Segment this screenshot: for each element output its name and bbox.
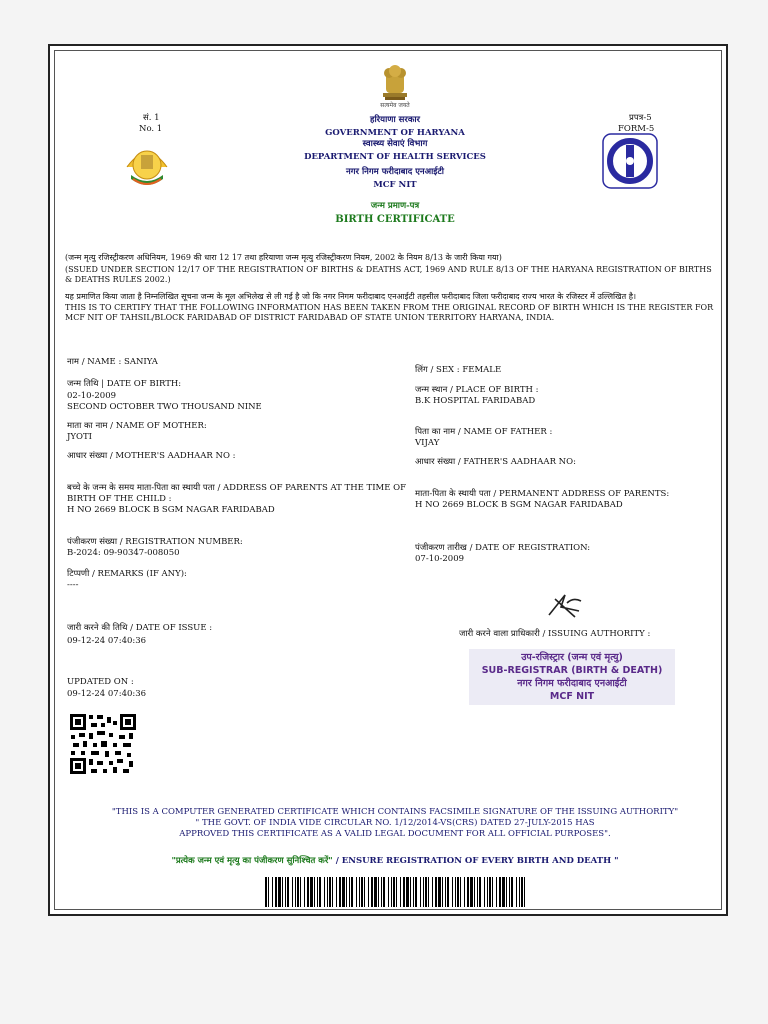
issuing-authority-label: जारी करने वाला प्राधिकारी / ISSUING AUTHORITY : — [459, 629, 651, 639]
slogan-english: / ENSURE REGISTRATION OF EVERY BIRTH AND DEATH " — [332, 856, 619, 866]
barcode-icon — [265, 877, 529, 907]
circular-note: " THE GOVT. OF INDIA VIDE CIRCULAR NO. 1/12/2014-VS(CRS) DATED 27-JULY-2015 HAS — [195, 818, 595, 828]
signature-icon — [545, 589, 585, 619]
remarks-value: ---- — [67, 580, 79, 590]
form-number-hindi: प्रपत्र-5 — [629, 113, 652, 123]
place-of-birth-value: B.K HOSPITAL FARIDABAD — [415, 396, 536, 406]
certificate-inner-border — [54, 50, 722, 910]
computer-generated-note: "THIS IS A COMPUTER GENERATED CERTIFICATE WHICH CONTAINS FACSIMILE SIGNATURE OF THE ISSUING AUTHORITY" — [111, 807, 679, 817]
stamp-line-2: SUB-REGISTRAR (BIRTH & DEATH) — [481, 665, 663, 676]
approval-note: APPROVED THIS CERTIFICATE AS A VALID LEGAL DOCUMENT FOR ALL OFFICIAL PURPOSES". — [179, 829, 611, 839]
emblem-caption: सत्यमेव जयते — [380, 102, 410, 109]
date-of-issue-label: जारी करने की तिथि / DATE OF ISSUE : — [67, 623, 213, 633]
mother-aadhaar: आधार संख्या / MOTHER'S AADHAAR NO : — [67, 451, 236, 461]
mother-name-value: JYOTI — [67, 432, 93, 442]
updated-on-value: 09-12-24 07:40:36 — [67, 689, 147, 699]
father-name-value: VIJAY — [415, 438, 440, 448]
stamp-line-1: उप-रजिस्ट्रार (जन्म एवं मृत्यु) — [521, 652, 623, 663]
permanent-address-label: माता-पिता के स्थायी पता / PERMANENT ADDRESS OF PARENTS: — [415, 489, 670, 499]
dob-label: जन्म तिथि | DATE OF BIRTH: — [67, 379, 182, 389]
stamp-line-3: नगर निगम फरीदाबाद एनआईटी — [517, 678, 627, 689]
remarks-label: टिप्पणी / REMARKS (IF ANY): — [67, 569, 187, 579]
certificate-title-hindi: जन्म प्रमाण-पत्र — [370, 201, 420, 211]
dob-words: SECOND OCTOBER TWO THOUSAND NINE — [67, 402, 262, 412]
corporation-name: MCF NIT — [373, 180, 417, 190]
corporation-name-hindi: नगर निगम फरीदाबाद एनआईटी — [346, 167, 444, 177]
updated-on-label: UPDATED ON : — [67, 677, 134, 687]
father-aadhaar: आधार संख्या / FATHER'S AADHAAR NO: — [415, 457, 576, 467]
govt-name: GOVERNMENT OF HARYANA — [325, 128, 465, 138]
sub-registrar-stamp — [469, 649, 675, 705]
issued-under-hindi: (जन्म मृत्यु रजिस्ट्रीकरण अधिनियम, 1969 की धारा 12 17 तथा हरियाणा जन्म मृत्यु रजिस्ट्रीकरण नियम, 2002 के नियम 8/13 के जारी किया गया) — [65, 253, 502, 262]
certificate-page — [48, 44, 728, 916]
govt-name-hindi: हरियाणा सरकार — [369, 115, 421, 125]
registration-number-label: पंजीकरण संख्या / REGISTRATION NUMBER: — [67, 537, 243, 547]
dept-name: DEPARTMENT OF HEALTH SERVICES — [304, 152, 486, 162]
place-of-birth-label: जन्म स्थान / PLACE OF BIRTH : — [415, 385, 539, 395]
issued-under-text: (SSUED UNDER SECTION 12/17 OF THE REGISTRATION OF BIRTHS & DEATHS ACT, 1969 AND RULE 8/13 OF THE HARYANA REGISTRATION OF BIRTHS & DEATHS RULES 2002.) — [65, 265, 712, 284]
address-at-birth-value: H NO 2669 BLOCK B SGM NAGAR FARIDABAD — [67, 505, 275, 515]
form-number: FORM-5 — [618, 124, 655, 134]
registration-number-value: B-2024: 09-90347-008050 — [67, 548, 180, 558]
address-at-birth-label: बच्चे के जन्म के समय माता-पिता का स्थायी पता / ADDRESS OF PARENTS AT THE TIME OF BIRTH OF THE CHILD : — [67, 483, 407, 504]
slogan-hindi: "प्रत्येक जन्म एवं मृत्यु का पंजीकरण सुनिश्चित करें" — [171, 856, 333, 866]
stamp-line-4: MCF NIT — [549, 691, 595, 702]
serial-number: No. 1 — [139, 124, 163, 134]
child-name: नाम / NAME : SANIYA — [67, 357, 158, 367]
date-of-issue-value: 09-12-24 07:40:36 — [67, 636, 147, 646]
mother-name-label: माता का नाम / NAME OF MOTHER: — [67, 421, 207, 431]
certify-text-hindi: यह प्रमाणित किया जाता है निम्नलिखित सूचना जन्म के मूल अभिलेख से ली गई है जो कि नगर निगम फरीदाबाद एनआईटी तहसील फरीदाबाद जिला फरीदाबाद राज्य भारत के रजिस्टर में उल्लिखित है। — [65, 292, 636, 301]
father-name-label: पिता का नाम / NAME OF FATHER : — [415, 427, 553, 437]
registration-slogan — [95, 855, 695, 866]
registration-date-label: पंजीकरण तारीख / DATE OF REGISTRATION: — [415, 543, 591, 553]
registration-date-value: 07-10-2009 — [415, 554, 465, 564]
permanent-address-value: H NO 2669 BLOCK B SGM NAGAR FARIDABAD — [415, 500, 623, 510]
mcf-logo-icon — [602, 133, 658, 189]
haryana-logo-icon — [121, 141, 173, 191]
dob-value: 02-10-2009 — [67, 391, 117, 401]
qr-code-icon — [69, 713, 137, 775]
serial-number-hindi: सं. 1 — [143, 113, 160, 123]
certificate-title: BIRTH CERTIFICATE — [335, 214, 455, 225]
dept-name-hindi: स्वास्थ्य सेवाएं विभाग — [362, 139, 428, 149]
sex: लिंग / SEX : FEMALE — [415, 365, 502, 375]
certify-text: THIS IS TO CERTIFY THAT THE FOLLOWING INFORMATION HAS BEEN TAKEN FROM THE ORIGINAL RECORD OF BIRTH WHICH IS THE REGISTER FOR MCF NIT OF TAHSIL/BLOCK FARIDABAD OF DISTRICT FARIDABAD OF STATE UNION TERRITORY HARYANA, INDIA. — [65, 303, 714, 322]
